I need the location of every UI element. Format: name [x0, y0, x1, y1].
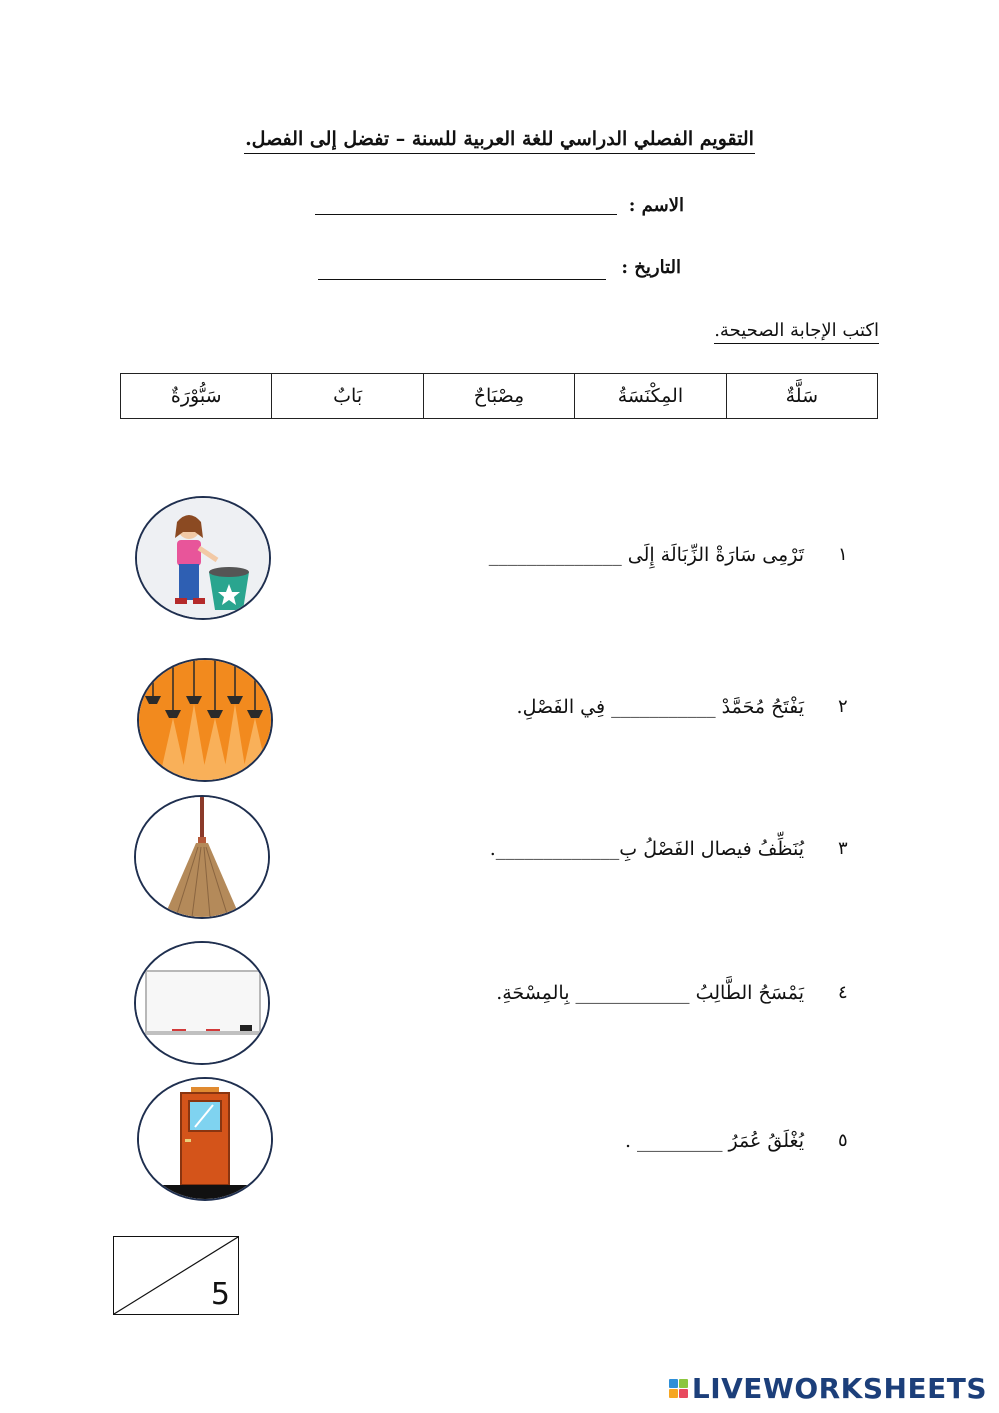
door-icon — [139, 1079, 271, 1199]
lamp-icon — [139, 660, 271, 780]
score-box — [113, 1236, 239, 1315]
date-field[interactable] — [318, 279, 606, 280]
question-text[interactable]: يَفْتَحُ مُحَمَّدْ ___________ فِي الفَصْلِ. — [516, 696, 804, 718]
ceiling-lamps-image — [137, 658, 273, 782]
date-label: التاريخ : — [621, 257, 681, 278]
brand-logo — [669, 1372, 987, 1405]
question-text[interactable]: تَرْمِى سَارَةْ الزِّبَالَة إِلَى ______________ — [488, 544, 804, 566]
word-bank-item[interactable]: المِكْنَسَةُ — [575, 374, 726, 419]
word-bank-item[interactable]: سَلَّةٌ — [726, 374, 877, 419]
trash-bin-girl-image — [135, 496, 271, 620]
word-bank-item[interactable]: بَابٌ — [272, 374, 423, 419]
whiteboard-icon — [136, 943, 268, 1063]
word-bank-item[interactable]: سَبُّوْرَةٌ — [121, 374, 272, 419]
question-text[interactable]: يَمْسَحُ الطَّالِبُ ____________ بِالمِسْحَةِ. — [496, 982, 804, 1004]
question-number: ٤ — [838, 982, 848, 1003]
liveworksheets-icon — [669, 1379, 688, 1398]
question-text[interactable]: يُغْلَقُ عُمَرُ _________ . — [624, 1130, 804, 1152]
score-total: 5 — [210, 1277, 230, 1312]
question-number: ٥ — [838, 1130, 848, 1151]
question-number: ٣ — [838, 838, 848, 859]
name-label: الاسم : — [628, 195, 684, 216]
brand-name: LIVEWORKSHEETS — [691, 1372, 987, 1405]
word-bank-item[interactable]: مِصْبَاحٌ — [423, 374, 574, 419]
name-field[interactable] — [315, 214, 617, 215]
page-title: التقويم الفصلي الدراسي للغة العربية للسنة – تفضل إلى الفصل. — [244, 128, 755, 154]
broom-icon — [136, 797, 268, 917]
question-number: ١ — [838, 544, 848, 565]
word-bank — [120, 373, 878, 419]
instruction: اكتب الإجابة الصحيحة. — [714, 320, 879, 344]
broom-image — [134, 795, 270, 919]
trash-bin-girl-icon — [137, 498, 269, 618]
question-number: ٢ — [838, 696, 848, 717]
whiteboard-image — [134, 941, 270, 1065]
question-text[interactable]: يُنَظِّفُ فيصال الفَصْلُ بِ_____________. — [489, 838, 804, 860]
door-image — [137, 1077, 273, 1201]
